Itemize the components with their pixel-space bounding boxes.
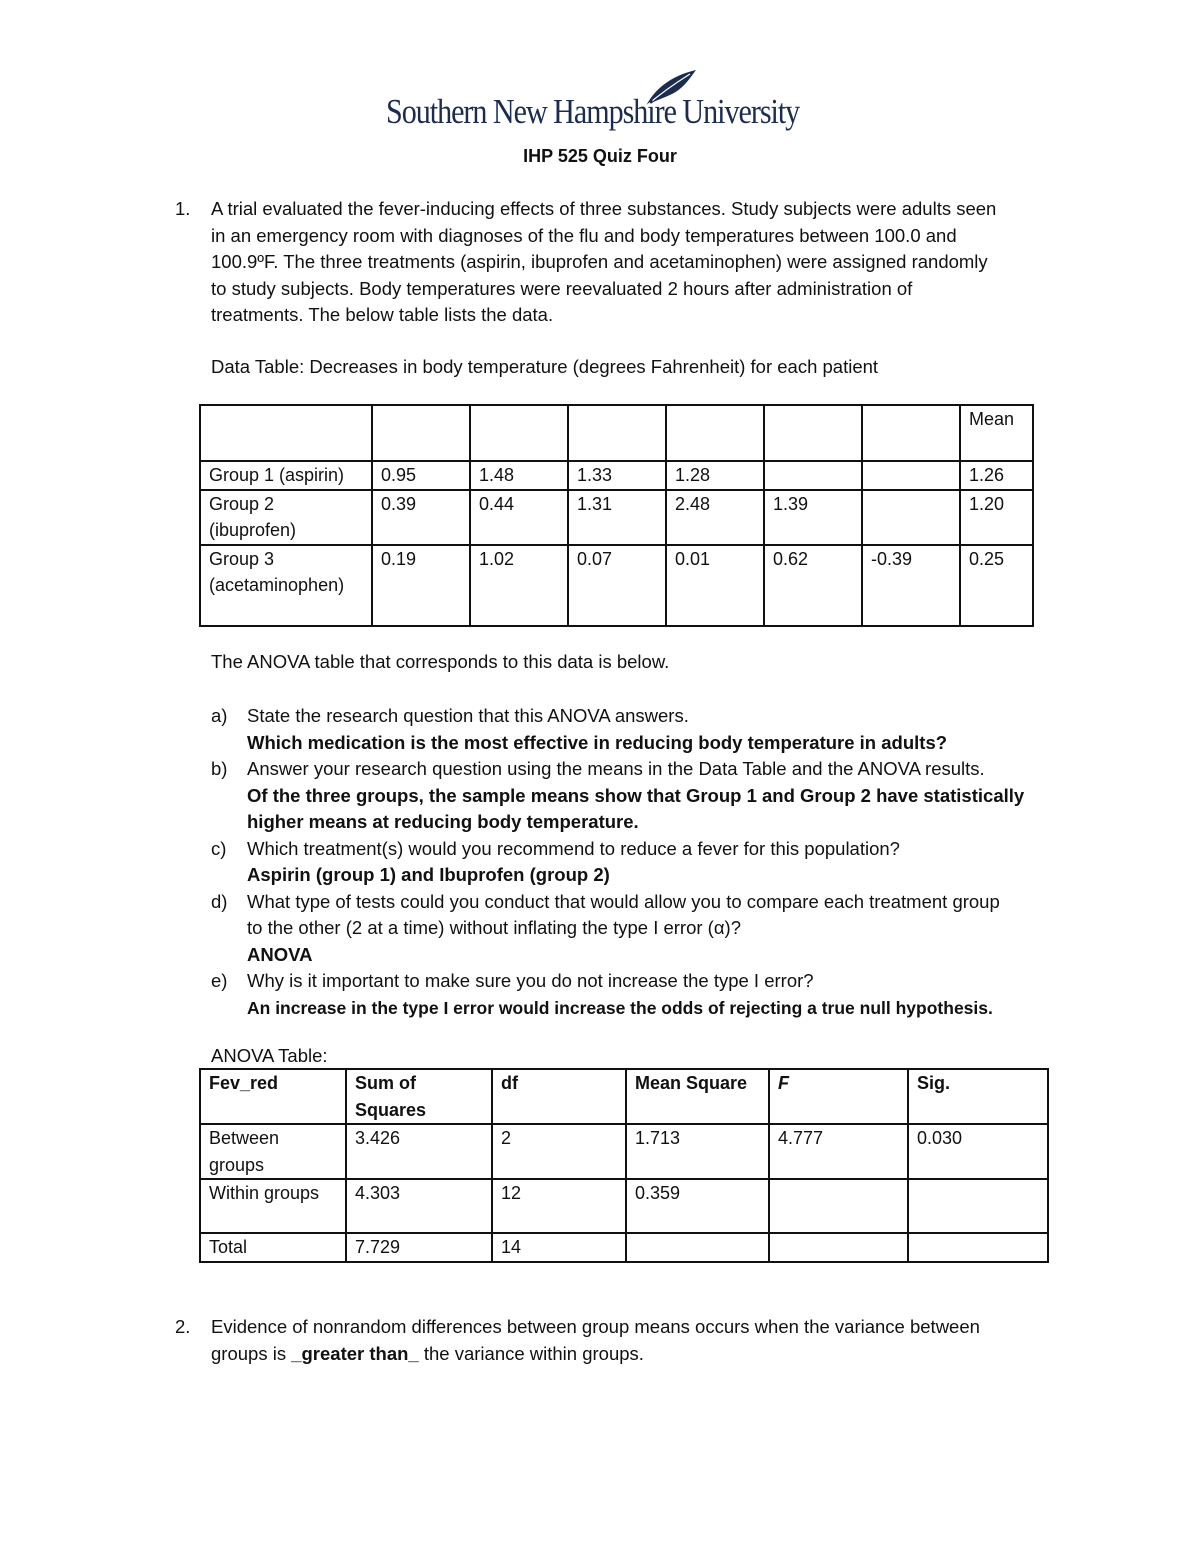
table-row [200,545,1033,626]
question-2-number: 2. [175,1316,191,1337]
sub-question-label: a) [211,705,228,726]
question-1-paragraph [211,196,1061,329]
table-cell: 0.19 [372,545,470,626]
table-cell: 1.39 [764,490,862,545]
table-header-cell [862,405,960,461]
anova-cell [769,1179,908,1233]
fill-in-answer: _greater than_ [291,1342,419,1364]
table-cell: 1.20 [960,490,1033,545]
sub-question-b [211,756,1071,836]
paragraph-line: in an emergency room with diagnoses of the flu and body temperatures between 100.0 and [211,224,957,246]
table-cell: 0.44 [470,490,568,545]
table-cell: 2.48 [666,490,764,545]
table-row [200,490,1033,545]
anova-cell [626,1233,769,1262]
row-label-cell: Group 1 (aspirin) [200,461,372,490]
anova-cell [908,1233,1048,1262]
anova-intro: The ANOVA table that corresponds to this data is below. [211,651,670,672]
question-1-number: 1. [175,198,191,219]
question-2-paragraph [211,1314,1061,1367]
sub-question-d [211,889,1071,969]
sub-question-label: c) [211,837,227,859]
anova-row [200,1233,1048,1262]
anova-header-cell: Sum of Squares [346,1069,492,1124]
anova-header-cell: Mean Square [626,1069,769,1124]
sub-question-label: d) [211,890,228,912]
anova-row-label: Within groups [200,1179,346,1233]
table-header-cell [200,405,372,461]
sub-question-answer: Which medication is the most effective in reducing body temperature in adults? [247,731,948,753]
anova-cell: 4.777 [769,1124,908,1179]
paragraph-line: A trial evaluated the fever-inducing effects of three substances. Study subjects were adults seen [211,198,997,219]
table-cell: 1.48 [470,461,568,490]
sub-question-answer: An increase in the type I error would increase the odds of rejecting a true null hypothesis. [247,997,993,1018]
data-table [199,404,1034,627]
paragraph-line: 100.9ºF. The three treatments (aspirin, ibuprofen and acetaminophen) were assigned randomly [211,251,988,272]
university-logo [386,72,818,138]
anova-row [200,1179,1048,1233]
table-header-cell [372,405,470,461]
data-table-caption: Data Table: Decreases in body temperature (degrees Fahrenheit) for each patient [211,356,879,377]
sub-question-answer: Of the three groups, the sample means show that Group 1 and Group 2 have statistically higher means at reducing body temperature. [247,784,1025,832]
sub-question-answer: Aspirin (group 1) and Ibuprofen (group 2) [247,864,610,885]
table-header-cell [470,405,568,461]
paragraph-line [211,1341,1061,1368]
sub-question-list [211,703,1071,1021]
row-label-cell: Group 3 (acetaminophen) [200,545,372,626]
anova-header-cell: F [769,1069,908,1124]
table-cell [862,490,960,545]
anova-cell: 2 [492,1124,626,1179]
anova-header-cell: Sig. [908,1069,1048,1124]
table-cell [764,461,862,490]
table-cell: 0.25 [960,545,1033,626]
anova-row [200,1124,1048,1179]
table-cell: 1.33 [568,461,666,490]
sub-question-c [211,836,1071,889]
sub-question-text: Why is it important to make sure you do not increase the type I error? [247,970,814,991]
mean-header-cell: Mean [960,405,1033,461]
paragraph-line: treatments. The below table lists the data. [211,304,554,325]
anova-cell: 0.030 [908,1124,1048,1179]
sub-question-answer: ANOVA [247,943,313,965]
paragraph-line: Evidence of nonrandom differences between group means occurs when the variance between [211,1316,980,1337]
anova-header-cell: Fev_red [200,1069,346,1124]
table-cell [862,461,960,490]
sub-question-e [211,968,1071,1021]
anova-table [199,1068,1049,1263]
sub-question-text: State the research question that this ANOVA answers. [247,705,689,726]
anova-cell: 7.729 [346,1233,492,1262]
sub-question-text: What type of tests could you conduct that would allow you to compare each treatment group to the other (2 at a time) without inflating the type I error (α)? [247,890,1000,938]
paragraph-line: to study subjects. Body temperatures were reevaluated 2 hours after administration of [211,277,913,299]
table-cell: 0.01 [666,545,764,626]
table-cell: 1.26 [960,461,1033,490]
table-cell: -0.39 [862,545,960,626]
sub-question-a [211,703,1071,756]
table-row [200,461,1033,490]
anova-cell: 1.713 [626,1124,769,1179]
table-cell: 1.31 [568,490,666,545]
anova-row-label: Total [200,1233,346,1262]
text-segment: the variance within groups. [418,1342,644,1364]
table-header-cell [764,405,862,461]
document-title: IHP 525 Quiz Four [523,146,677,166]
sub-question-text: Which treatment(s) would you recommend to reduce a fever for this population? [247,837,900,859]
anova-caption: ANOVA Table: [211,1045,328,1066]
table-header-cell [568,405,666,461]
row-label-cell: Group 2 (ibuprofen) [200,490,372,545]
logo-wordmark: Southern New Hampshire University [386,92,800,131]
table-header-row [200,405,1033,461]
table-header-cell [666,405,764,461]
anova-header-cell: df [492,1069,626,1124]
anova-cell: 12 [492,1179,626,1233]
anova-cell: 3.426 [346,1124,492,1179]
table-cell: 1.02 [470,545,568,626]
anova-cell: 4.303 [346,1179,492,1233]
table-cell: 0.62 [764,545,862,626]
anova-cell [769,1233,908,1262]
anova-row-label: Between groups [200,1124,346,1179]
table-cell: 0.95 [372,461,470,490]
anova-cell: 14 [492,1233,626,1262]
sub-question-label: e) [211,970,228,991]
text-segment: groups is [211,1342,292,1364]
sub-question-label: b) [211,758,228,779]
anova-cell [908,1179,1048,1233]
anova-cell: 0.359 [626,1179,769,1233]
table-cell: 0.07 [568,545,666,626]
table-cell: 1.28 [666,461,764,490]
anova-header-row [200,1069,1048,1124]
sub-question-text: Answer your research question using the means in the Data Table and the ANOVA results. [247,758,985,779]
table-cell: 0.39 [372,490,470,545]
